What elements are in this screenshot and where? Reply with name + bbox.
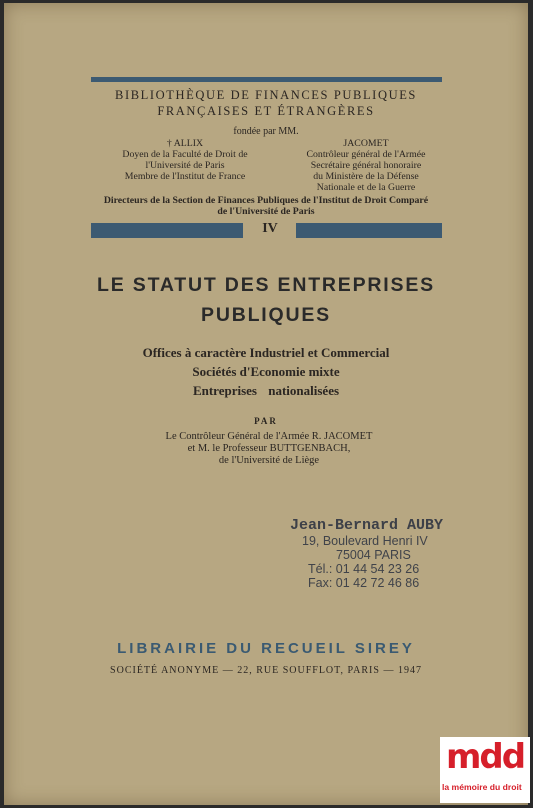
logo-mark: mdd: [446, 737, 525, 777]
publisher-address: SOCIÉTÉ ANONYME — 22, RUE SOUFFLOT, PARIS — 1947: [110, 665, 422, 676]
author-line1: Le Contrôleur Général de l'Armée R. JACOMET: [165, 431, 373, 442]
series-title-line2: FRANÇAISES ET ÉTRANGÈRES: [157, 104, 375, 118]
founder-left-title1: Doyen de la Faculté de Droit de: [122, 149, 248, 160]
founder-left-name: † ALLIX: [166, 138, 204, 149]
stamp-fax: Fax: 01 42 72 46 86: [308, 576, 420, 590]
book-cover: [4, 3, 528, 805]
logo-tagline: la mémoire du droit: [442, 782, 522, 792]
volume-bar-left: [91, 223, 243, 238]
founder-left-title3: Membre de l'Institut de France: [124, 171, 246, 182]
series-title-line1: BIBLIOTHÈQUE DE FINANCES PUBLIQUES: [115, 88, 417, 102]
founded-by: fondée par MM.: [233, 126, 299, 137]
stamp-city: 75004 PARIS: [336, 548, 411, 562]
author-line2: et M. le Professeur BUTTGENBACH,: [187, 443, 351, 454]
founder-left-title2: l'Université de Paris: [145, 160, 225, 171]
book-title-line1: LE STATUT DES ENTREPRISES: [97, 274, 435, 296]
founder-right-name: JACOMET: [343, 138, 389, 149]
founder-right: [286, 138, 446, 193]
stamp-tel: Tél.: 01 44 54 23 26: [308, 562, 420, 576]
founder-right-title3: du Ministère de la Défense: [313, 171, 419, 182]
top-rule: [91, 77, 442, 82]
directors-line1: Directeurs de la Section de Finances Publiques de l'Institut de Droit Comparé: [103, 195, 429, 206]
author-line3: de l'Université de Liège: [218, 455, 320, 466]
volume-number: IV: [262, 221, 278, 236]
founder-left: [90, 138, 280, 182]
subtitle-line2: Sociétés d'Economie mixte: [192, 364, 340, 379]
stamp-name: Jean-Bernard AUBY: [290, 517, 444, 534]
volume-bar-right: [296, 223, 442, 238]
owner-stamp: [290, 517, 490, 590]
subtitle-line1: Offices à caractère Industriel et Commercial: [142, 345, 390, 360]
founder-right-title2: Secrétaire général honoraire: [310, 160, 422, 171]
founder-right-title1: Contrôleur général de l'Armée: [306, 149, 426, 160]
publisher-name: LIBRAIRIE DU RECUEIL SIREY: [117, 640, 415, 657]
subtitle-line3: Entreprises nationalisées: [192, 383, 340, 398]
authors: [104, 431, 434, 467]
founder-right-title4: Nationale et de la Guerre: [316, 182, 416, 193]
book-title-line2: PUBLIQUES: [201, 304, 331, 326]
stamp-street: 19, Boulevard Henri IV: [302, 534, 428, 548]
mdd-logo: [440, 737, 530, 803]
directors-line2: de l'Université de Paris: [217, 206, 315, 217]
by-label: PAR: [254, 416, 278, 426]
